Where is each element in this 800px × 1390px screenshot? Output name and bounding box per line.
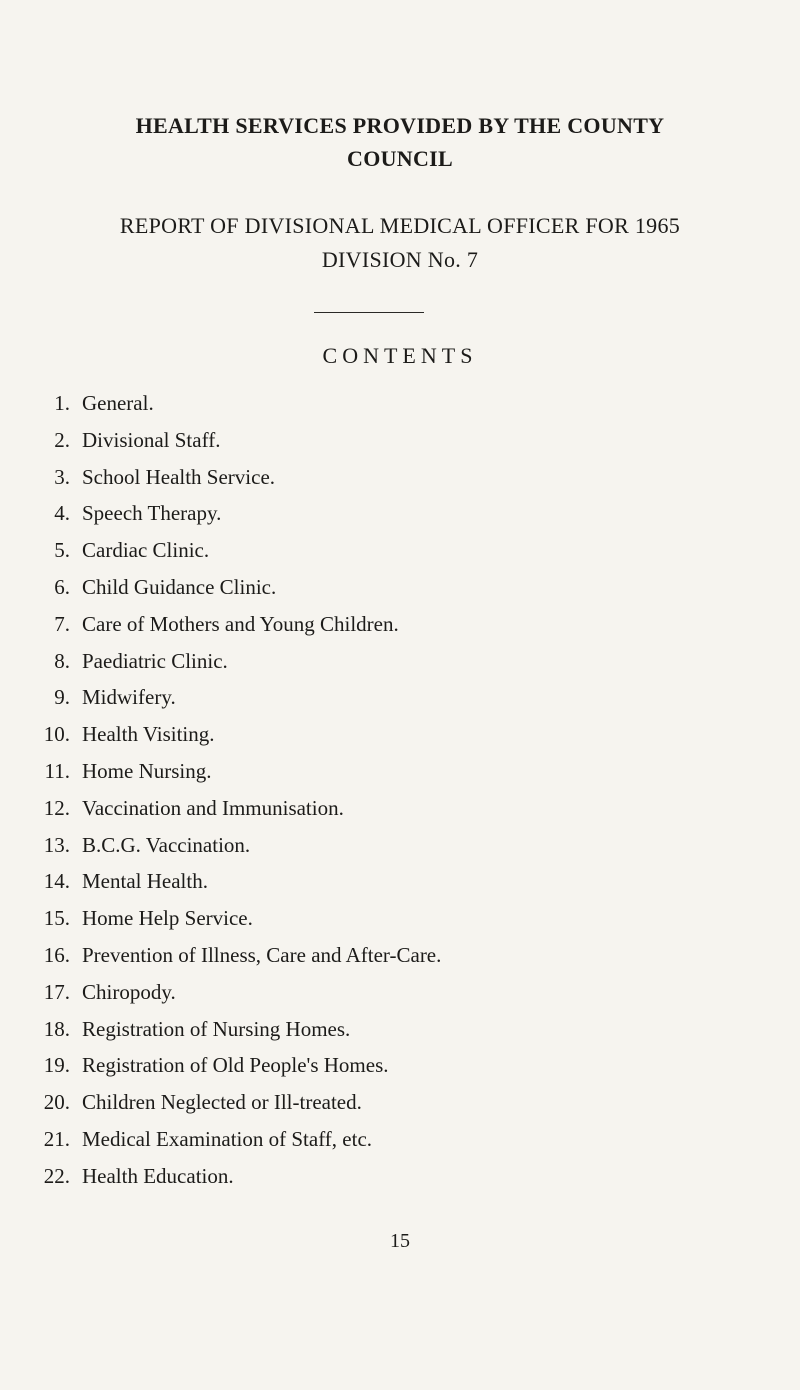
contents-item (26, 459, 441, 496)
contents-item (26, 643, 441, 680)
contents-item-label: Registration of Old People's Homes. (82, 1053, 389, 1078)
contents-item-label: Prevention of Illness, Care and After-Care. (82, 942, 442, 967)
contents-item-label: Medical Examination of Staff, etc. (82, 1126, 373, 1151)
contents-item (26, 1011, 441, 1048)
contents-heading: CONTENTS (322, 343, 478, 368)
contents-item (26, 863, 441, 900)
report-subtitle: REPORT OF DIVISIONAL MEDICAL OFFICER FOR 1965 (119, 213, 681, 238)
contents-item-number: 2. (54, 427, 70, 452)
contents-item-label: Chiropody. (82, 979, 176, 1004)
contents-item-label: B.C.G. Vaccination. (82, 832, 251, 857)
contents-item-number: 8. (54, 648, 70, 673)
contents-item-number: 5. (54, 538, 70, 563)
contents-list (26, 385, 441, 1195)
contents-item (26, 422, 441, 459)
contents-item-label: Vaccination and Immunisation. (82, 795, 344, 820)
contents-item-label: Cardiac Clinic. (82, 538, 210, 563)
contents-item (26, 790, 441, 827)
contents-item (26, 532, 441, 569)
contents-item-number: 1. (54, 391, 70, 415)
contents-item-label: Paediatric Clinic. (82, 648, 228, 673)
contents-item-number: 4. (54, 501, 70, 526)
contents-item-number: 7. (54, 611, 70, 636)
contents-item-label: Health Education. (82, 1163, 234, 1188)
contents-item (26, 569, 441, 606)
contents-item-number: 9. (54, 685, 70, 710)
contents-item-number: 18. (43, 1016, 70, 1041)
contents-item (26, 716, 441, 753)
contents-item (26, 974, 441, 1011)
contents-item (26, 1121, 441, 1158)
contents-item-number: 6. (54, 574, 70, 599)
contents-item-number: 10. (43, 722, 70, 747)
divider-rule (314, 312, 424, 313)
contents-item-number: 11. (44, 758, 70, 783)
report-title-line-1: HEALTH SERVICES PROVIDED BY THE COUNTY (135, 113, 665, 138)
contents-item-label: Health Visiting. (82, 722, 215, 747)
contents-item-number: 15. (43, 906, 70, 931)
contents-item-label: Divisional Staff. (82, 427, 221, 452)
contents-item-label: Midwifery. (82, 685, 176, 710)
contents-item (26, 385, 441, 422)
contents-item-label: School Health Service. (82, 464, 276, 489)
contents-item-number: 16. (43, 942, 70, 967)
division-label: DIVISION No. 7 (321, 247, 479, 272)
contents-item (26, 1158, 441, 1195)
contents-item-number: 17. (43, 979, 70, 1004)
contents-item-number: 19. (43, 1053, 70, 1078)
contents-item (26, 937, 441, 974)
contents-item (26, 827, 441, 864)
contents-item-number: 12. (43, 795, 70, 820)
contents-item-label: Registration of Nursing Homes. (82, 1016, 351, 1041)
contents-item (26, 495, 441, 532)
contents-item-label: Child Guidance Clinic. (82, 574, 277, 599)
contents-item (26, 606, 441, 643)
contents-item-number: 3. (54, 464, 70, 489)
contents-item-number: 21. (43, 1126, 70, 1151)
contents-item-label: General. (82, 391, 154, 415)
contents-item (26, 753, 441, 790)
contents-item (26, 1084, 441, 1121)
contents-item-number: 14. (43, 869, 70, 894)
contents-item-label: Children Neglected or Ill-treated. (82, 1090, 362, 1115)
contents-item-number: 22. (43, 1163, 70, 1188)
report-title-line-2: COUNCIL (347, 146, 453, 171)
contents-item-number: 13. (43, 832, 70, 857)
contents-item-label: Speech Therapy. (82, 501, 222, 526)
contents-item-label: Home Help Service. (82, 906, 253, 931)
contents-item (26, 900, 441, 937)
contents-item-number: 20. (43, 1090, 70, 1115)
contents-item (26, 1047, 441, 1084)
contents-item-label: Home Nursing. (82, 758, 212, 783)
contents-item-label: Care of Mothers and Young Children. (82, 611, 399, 636)
contents-item-label: Mental Health. (82, 869, 208, 894)
contents-item (26, 679, 441, 716)
page-number: 15 (390, 1230, 410, 1252)
